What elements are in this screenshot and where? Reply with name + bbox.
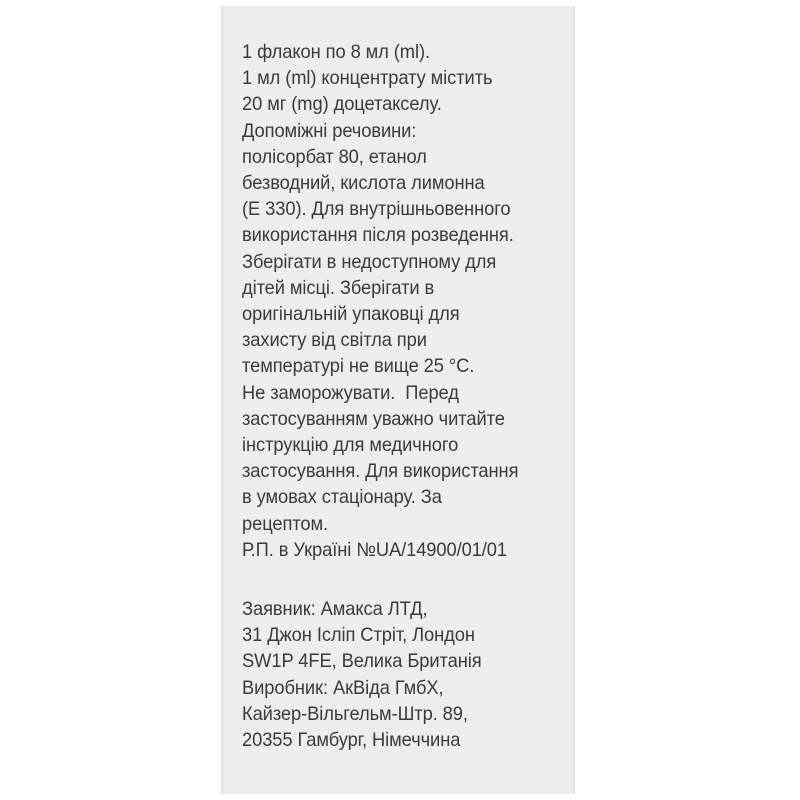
label-line: застосування. Для використання	[242, 460, 519, 483]
label-line: (Е 330). Для внутрішньовенного	[242, 198, 511, 221]
label-line: 1 мл (ml) концентрату містить	[242, 67, 493, 90]
label-line: захисту від світла при	[242, 329, 427, 352]
applicant-manufacturer-text	[242, 596, 572, 753]
label-line: рецептом.	[242, 512, 329, 535]
label-line: температурі не вище 25 °С.	[242, 355, 475, 378]
label-main-text	[242, 39, 572, 563]
label-line: Допоміжні речовини:	[242, 119, 417, 142]
label-line: використання після розведення.	[242, 224, 514, 247]
label-line: в умовах стаціонару. За	[242, 486, 442, 509]
label-line: Не заморожувати. Перед	[242, 381, 459, 404]
label-line: Зберігати в недоступному для	[242, 250, 497, 273]
label-line: інструкцію для медичного	[242, 434, 459, 457]
label-line: 1 флакон по 8 мл (ml).	[242, 41, 430, 63]
label-line: оригінальній упаковці для	[242, 303, 460, 326]
registration-number: Р.П. в Україні №UA/14900/01/01	[242, 538, 507, 561]
label-line: 20 мг (mg) доцетакселу.	[242, 93, 442, 116]
package-label-panel	[221, 6, 575, 794]
applicant-address-line: 31 Джон Ісліп Стріт, Лондон	[242, 624, 475, 647]
label-line: полісорбат 80, етанол	[242, 145, 427, 168]
applicant-address-line: SW1P 4FE, Велика Британія	[242, 650, 482, 673]
manufacturer-line: Виробник: АкВіда ГмбХ,	[242, 676, 444, 699]
label-line: застосуванням уважно читайте	[242, 407, 505, 430]
manufacturer-address-line: Кайзер-Вільгельм-Штр. 89,	[242, 702, 468, 725]
label-line: безводний, кислота лимонна	[242, 172, 485, 195]
label-line: дітей місці. Зберігати в	[242, 276, 435, 299]
manufacturer-address-line: 20355 Гамбург, Німеччина	[242, 729, 461, 752]
applicant-line: Заявник: Амакса ЛТД,	[242, 598, 428, 620]
